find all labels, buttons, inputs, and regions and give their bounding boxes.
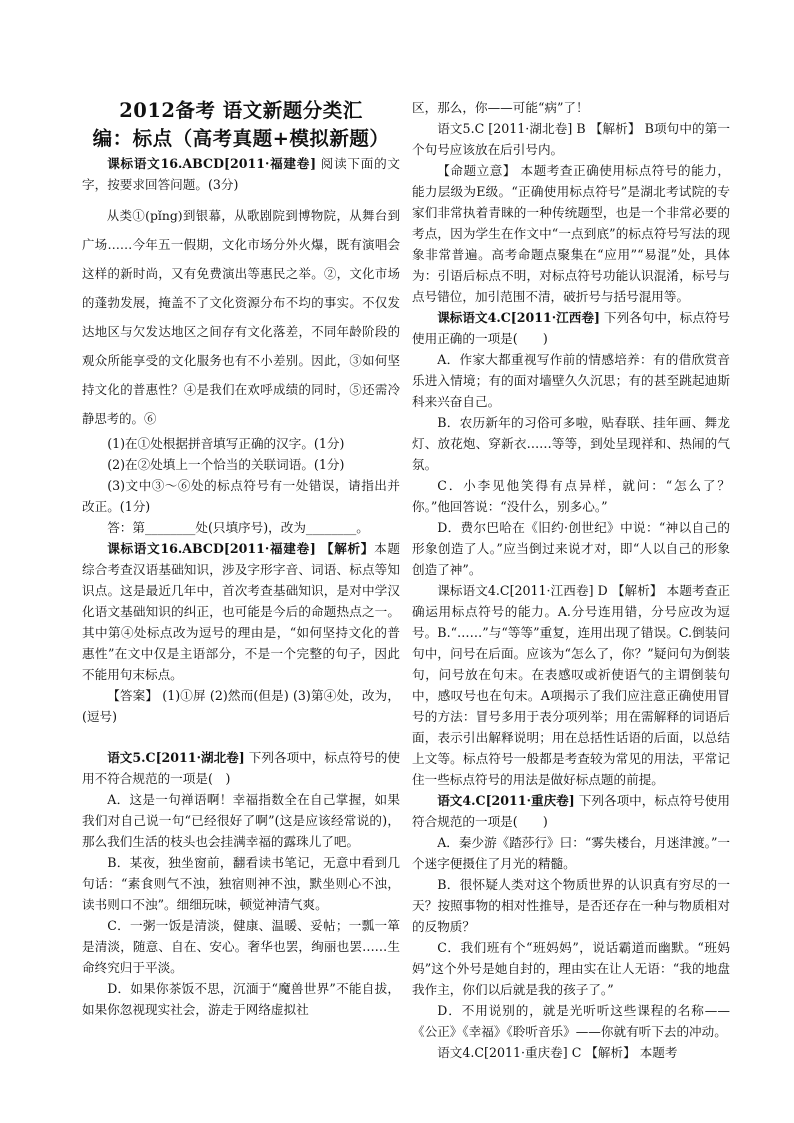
- q1-expl-heading: 课标语文16.ABCD[2011·福建卷] 【解析】: [107, 541, 375, 556]
- q1-sub3: (3)文中③～⑥处的标点符号有一处错误，请指出并改正。(1分): [82, 478, 400, 514]
- q2-explanation: 语文5.C [2011·湖北卷] B 【解析】 B项句中的第一个句号应该放在后引号内。: [412, 121, 730, 157]
- q1-expl-text: 本题综合考查汉语基础知识，涉及字形字音、词语、标点等知识点。这是最近几年中，首次考查基础知识，是对中学汉化语文基础知识的纠正，也可能是今后的命题热点之一。其中第④处标点改为逗号的理由是，“如何坚持文化的普惠性”在文中仅是主语部分，不是一个完整的句子，因此不能用句末标点。: [82, 541, 400, 682]
- q2-option-b: B．某夜，独坐窗前，翻看读书笔记，无意中看到几句话：“素食则气不浊，独宿则神不浊，默坐则心不浊，读书则口不浊”。细细玩味，顿觉神清气爽。: [82, 855, 400, 912]
- q3-question: [412, 307, 730, 349]
- q3-option-a: A．作家大都重视写作前的情感培养：有的借欣赏音乐进入情境；有的面对墙壁久久沉思；有的甚至跳起迪斯科来兴奋自己。: [412, 352, 730, 409]
- q4-heading: 语文4.C[2011·重庆卷]: [437, 793, 575, 808]
- q3-option-b: B．农历新年的习俗可多啦，贴春联、挂年画、舞龙灯、放花炮、穿新衣……等等，到处呈现祥和、热闹的气氛。: [412, 415, 730, 472]
- q4-explanation-start: 语文4.C[2011·重庆卷] C 【解析】 本题考: [437, 1045, 678, 1060]
- right-column: [412, 97, 730, 1063]
- q4-option-b: B．很怀疑人类对这个物质世界的认识真有穷尽的一天？按照事物的相对性推导，是否还存在一种与物质相对的反物质？: [412, 877, 730, 934]
- q2-option-d-continued: 区，那么，你——可能“病”了！: [412, 100, 589, 115]
- q1-passage: 从类①(pǐng)到银幕，从歌剧院到博物院，从舞台到广场……今年五一假期，文化市场分外火爆，既有演唱会这样的新时尚，又有免费演出等惠民之举。②，文化市场的蓬勃发展，掩盖不了文化资源分布不均的事实。不仅发达地区与欠发达地区之间存有文化落差，不同年龄阶段的观众所能享受的文化服务也有不小差别。因此，③如何坚持文化的普惠性？④是我们在欢呼成绩的同时，⑤还需冷静思考的。⑥: [82, 208, 400, 426]
- q2-question: [82, 747, 400, 789]
- q4-option-d: D．不用说别的，就是光听听这些课程的名称——《公正》《幸福》《聆听音乐》——你就有听下去的冲动。: [412, 1003, 730, 1039]
- q1-intro: 阅读下面的文字，按要求回答问题。(3分): [82, 156, 400, 192]
- title-line-1: 2012备考 语文新题分类汇: [119, 99, 363, 122]
- q2-stem: 下列各项中，标点符号的使用不符合规范的一项是( ): [82, 750, 400, 786]
- q2-intent: 【命题立意】 本题考查正确使用标点符号的能力，能力层级为E级。“正确使用标点符号”是湖北考试院的专家们非常执着青睐的一种传统题型，也是一个非常必要的考点，因为学生在作文中“一点到底”的标点符号写法的现象非常普遍。高考命题点聚集在“应用”“易混”处，具体为：引语后标点不明，对标点符号功能认识混淆，标号与点号错位，加引范围不清，破折号与括号混用等。: [412, 163, 730, 304]
- q3-heading: 课标语文4.C[2011·江西卷]: [437, 310, 600, 325]
- q4-option-a: A．秦少游《踏莎行》曰：“雾失楼台，月迷津渡。”一个迷字便摄住了月光的精髓。: [412, 835, 730, 871]
- q1-heading: 课标语文16.ABCD[2011·福建卷]: [107, 156, 317, 171]
- left-column: [82, 97, 400, 1020]
- q3-stem: 下列各句中，标点符号使用正确的一项是( ): [412, 310, 730, 346]
- q4-option-c: C．我们班有个“班妈妈”，说话霸道而幽默。“班妈妈”这个外号是她自封的，理由实在让人无语：“我的地盘我作主，你们以后就是我的孩子了。”: [412, 940, 730, 997]
- q1-sub2: (2)在②处填上一个恰当的关联词语。(1分): [107, 457, 345, 472]
- q2-option-d: D．如果你茶饭不思，沉湎于“魔兽世界”不能自拔，如果你忽视现实社会，游走于网络虚拟社: [82, 981, 400, 1017]
- q2-option-a: A．这是一句禅语啊！幸福指数全在自己掌握，如果我们对自己说一句“已经很好了啊”(这是应该经常说的)，那么我们生活的枝头也会挂满幸福的露珠儿了吧。: [82, 792, 400, 849]
- q1-answer: 【答案】 (1)①屏 (2)然而(但是) (3)第④处，改为，(逗号): [82, 688, 400, 724]
- q2-option-c: C．一粥一饭是清淡，健康、温暖、妥帖；一瓢一箪是清淡，随意、自在、安心。奢华也罢，绚丽也罢……生命终究归于平淡。: [82, 918, 400, 975]
- q2-heading: 语文5.C[2011·湖北卷]: [107, 750, 245, 765]
- q4-question: [412, 790, 730, 832]
- q4-stem: 下列各项中，标点符号使用符合规范的一项是( ): [412, 793, 730, 829]
- q1-answer-line: 答：第________处(只填序号)，改为________。: [107, 520, 369, 535]
- q1-explanation: [82, 538, 400, 685]
- page-title: [82, 97, 400, 153]
- title-line-2: 编：标点（高考真题+模拟新题）: [92, 127, 390, 150]
- q1-sub1: (1)在①处根据拼音填写正确的汉字。(1分): [107, 436, 345, 451]
- q1-question: [82, 153, 400, 195]
- q3-option-c: C．小李见他笑得有点异样，就问：“怎么了？你。”他回答说：“没什么，别多心。”: [412, 478, 730, 514]
- q3-option-d: D．费尔巴哈在《旧约·创世纪》中说：“神以自己的形象创造了人。”应当倒过来说才对，即“人以自己的形象创造了神”。: [412, 520, 730, 577]
- q3-explanation: 课标语文4.C[2011·江西卷] D 【解析】 本题考查正确运用标点符号的能力。A.分号连用错，分号应改为逗号。B.“……”与“等等”重复，连用出现了错误。C.倒装问句中，问号在后面。应该为“怎么了，你？”疑问句为倒装句，问号放在句末。在表感叹或祈使语气的主谓倒装句中，感叹号也在句末。A项揭示了我们应注意正确使用冒号的方法：冒号多用于表分项列举；用在需解释的词语后面，表示引出解释说明；用在总括性话语的后面，以总结上文等。标点符号一般都是考查较为常见的用法，平常记住一些标点符号的用法是做好标点题的前提。: [412, 583, 730, 787]
